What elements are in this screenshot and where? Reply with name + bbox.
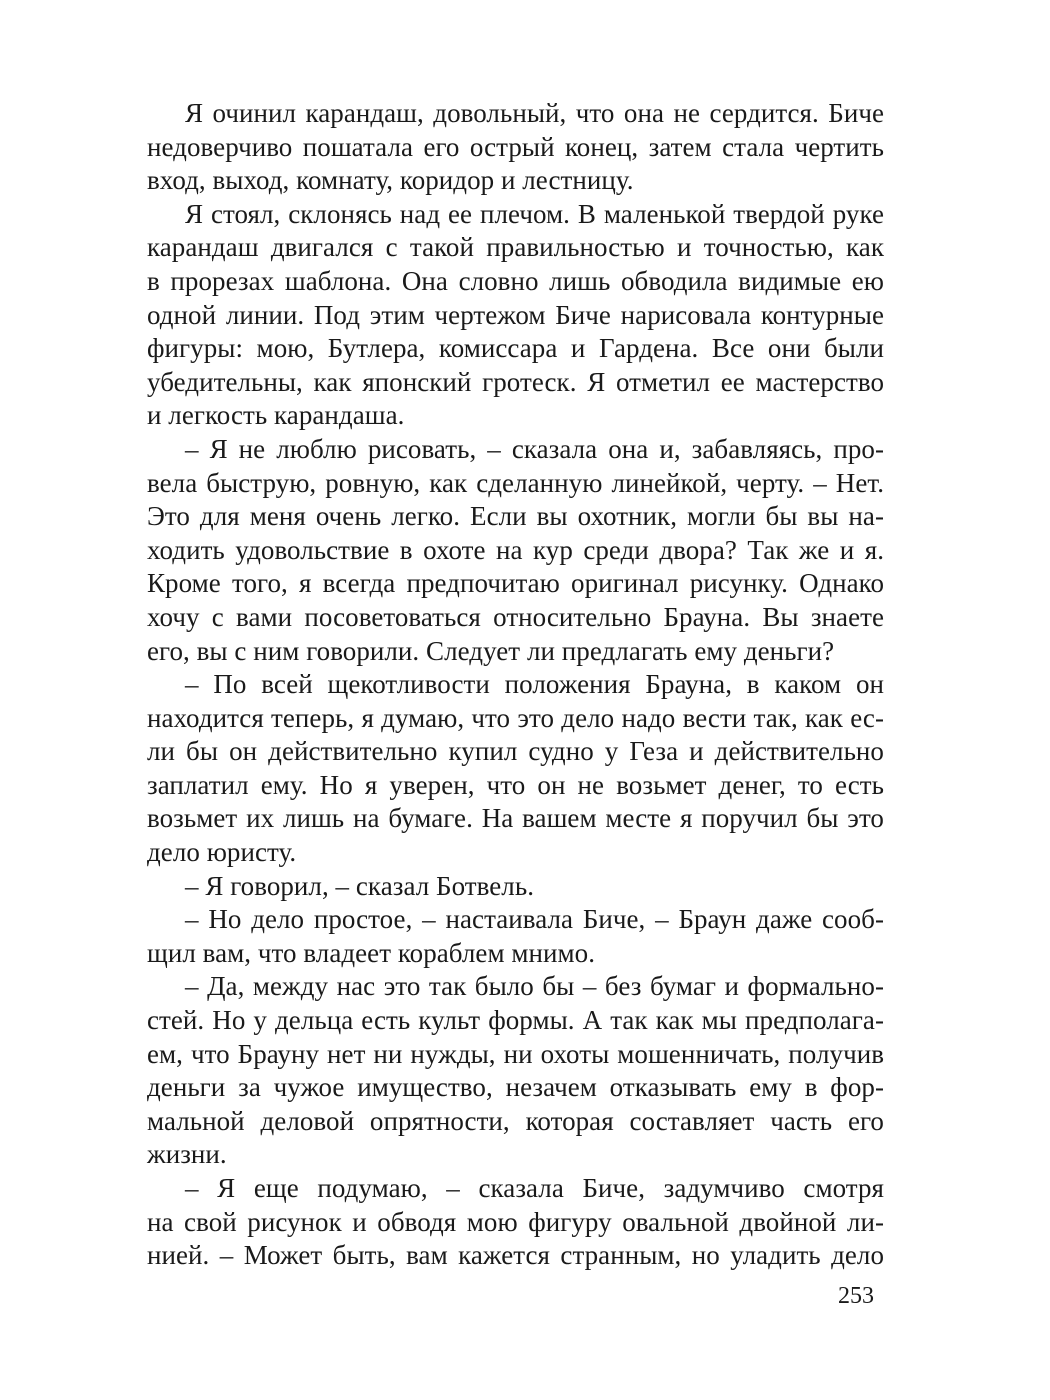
text-line: ем, что Брауну нет ни нужды, ни охоты мошенничать, получив [147, 1038, 884, 1069]
text-line: – По всей щекотливости положения Брауна, в каком он [185, 669, 884, 700]
text-line: его, вы с ним говорили. Следует ли предлагать ему деньги? [147, 635, 835, 666]
text-line: одной линии. Под этим чертежом Биче нарисовала контурные [147, 299, 884, 330]
text-line: – Я говорил, – сказал Ботвель. [185, 870, 534, 901]
text-line: хочу с вами посоветоваться относительно Брауна. Вы знаете [147, 601, 884, 632]
text-line: фигуры: мою, Бутлера, комиссара и Гардена. Все они были [147, 333, 884, 364]
text-line: деньги за чужое имущество, незачем отказывать ему в фор- [147, 1072, 884, 1103]
text-line: Я очинил карандаш, довольный, что она не сердится. Биче [185, 98, 884, 128]
text-line: убедительны, как японский гротеск. Я отметил ее мастерство [147, 366, 884, 397]
text-line: дело юристу. [147, 837, 297, 868]
text-line: карандаш двигался с такой правильностью и точностью, как [147, 232, 884, 263]
text-line: вход, выход, комнату, коридор и лестницу. [147, 165, 634, 196]
text-line: ли бы он действительно купил судно у Геза и действительно [147, 736, 884, 767]
text-line: щил вам, что владеет кораблем мнимо. [147, 937, 596, 968]
text-line: заплатил ему. Но я уверен, что он не возьмет денег, то есть [147, 769, 884, 800]
text-line: в прорезах шаблона. Она словно лишь обводила видимые ею [147, 265, 884, 296]
text-line: на свой рисунок и обводя мою фигуру овальной двойной ли- [147, 1206, 884, 1237]
page-number: 253 [838, 1283, 874, 1309]
text-line: недоверчиво пошатала его острый конец, затем стала чертить [147, 131, 884, 162]
text-line: стей. Но у дельца есть культ формы. А так как мы предполага- [147, 1005, 884, 1036]
text-line: нией. – Может быть, вам кажется странным, но уладить дело [147, 1240, 884, 1271]
text-line: Кроме того, я всегда предпочитаю оригинал рисунку. Однако [147, 568, 884, 599]
text-line: – Я не люблю рисовать, – сказала она и, забавляясь, про- [185, 433, 884, 464]
text-line: находится теперь, я думаю, что это дело надо вести так, как ес- [147, 702, 884, 733]
text-line: Это для меня очень легко. Если вы охотник, могли бы вы на- [147, 501, 884, 532]
text-line: ходить удовольствие в охоте на кур среди двора? Так же и я. [147, 534, 884, 565]
text-line: Я стоял, склонясь над ее плечом. В маленькой твердой руке [185, 198, 884, 229]
text-line: и легкость карандаша. [147, 400, 405, 431]
body-text [147, 97, 884, 1273]
text-line: жизни. [147, 1139, 227, 1170]
text-line: – Я еще подумаю, – сказала Биче, задумчиво смотря [185, 1173, 884, 1203]
text-line: вела быструю, ровную, как сделанную линейкой, черту. – Нет. [147, 467, 884, 498]
text-line: возьмет их лишь на бумаге. На вашем месте я поручил бы это [147, 803, 884, 834]
text-line: – Но дело простое, – настаивала Биче, – Браун даже сооб- [185, 904, 884, 935]
text-line: мальной деловой опрятности, которая составляет часть его [147, 1105, 884, 1136]
text-line: – Да, между нас это так было бы – без бумаг и формально- [185, 971, 884, 1002]
